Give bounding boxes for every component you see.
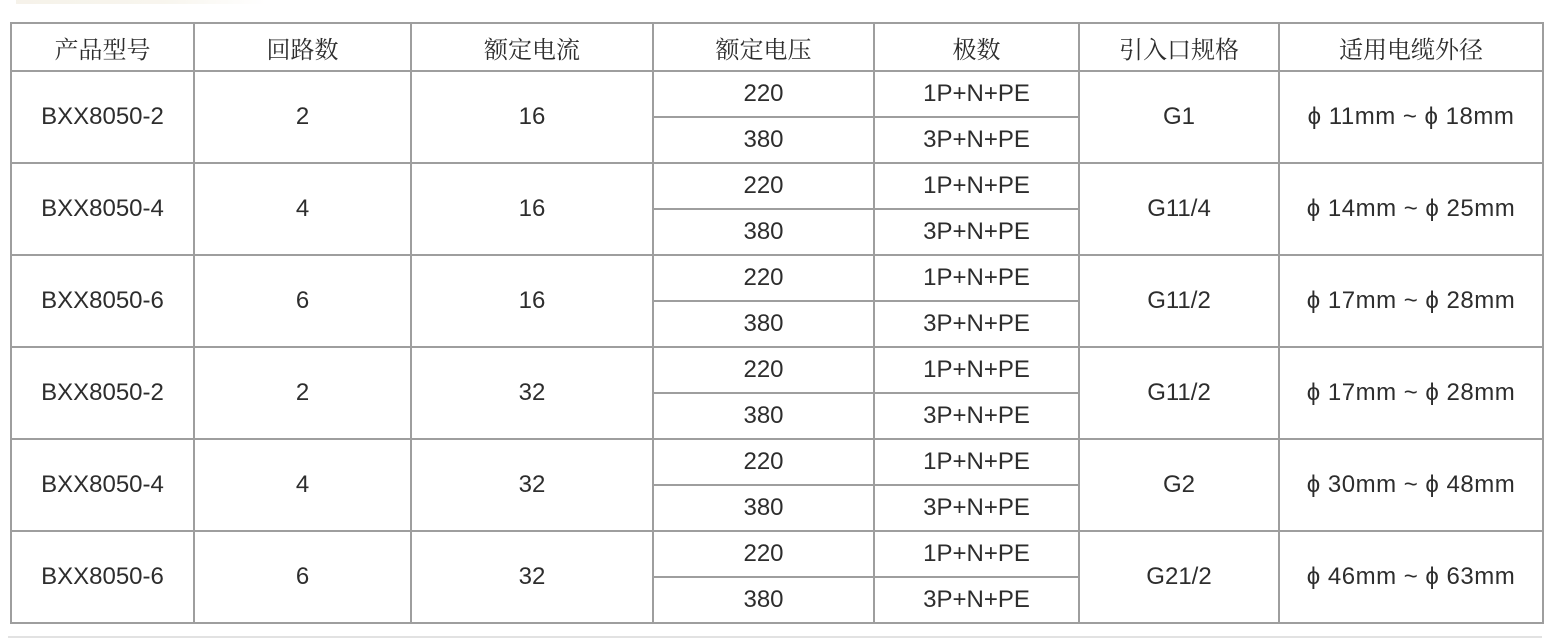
circuits-cell: 4 [194, 163, 411, 255]
poles-cell: 1P+N+PE [874, 255, 1079, 301]
inlet-cell: G11/4 [1079, 163, 1279, 255]
table-row [11, 531, 1543, 577]
cable-cell: ϕ 14mm ~ ϕ 25mm [1279, 163, 1543, 255]
voltage-cell: 220 [653, 71, 874, 117]
model-cell: BXX8050-6 [11, 255, 194, 347]
voltage-cell: 220 [653, 439, 874, 485]
current-cell: 16 [411, 163, 653, 255]
model-cell: BXX8050-2 [11, 347, 194, 439]
table-row [11, 439, 1543, 485]
inlet-cell: G21/2 [1079, 531, 1279, 623]
header-cable: 适用电缆外径 [1279, 23, 1543, 71]
voltage-cell: 220 [653, 255, 874, 301]
page-divider [8, 636, 1542, 638]
poles-cell: 3P+N+PE [874, 301, 1079, 347]
current-cell: 16 [411, 255, 653, 347]
current-cell: 32 [411, 439, 653, 531]
cable-cell: ϕ 46mm ~ ϕ 63mm [1279, 531, 1543, 623]
voltage-cell: 380 [653, 485, 874, 531]
voltage-cell: 380 [653, 577, 874, 623]
voltage-cell: 380 [653, 301, 874, 347]
header-row [11, 23, 1543, 71]
model-cell: BXX8050-2 [11, 71, 194, 163]
inlet-cell: G11/2 [1079, 347, 1279, 439]
voltage-cell: 380 [653, 209, 874, 255]
circuits-cell: 2 [194, 347, 411, 439]
header-circuits: 回路数 [194, 23, 411, 71]
poles-cell: 1P+N+PE [874, 71, 1079, 117]
inlet-cell: G1 [1079, 71, 1279, 163]
poles-cell: 1P+N+PE [874, 531, 1079, 577]
table-row [11, 347, 1543, 393]
poles-cell: 3P+N+PE [874, 393, 1079, 439]
circuits-cell: 4 [194, 439, 411, 531]
model-cell: BXX8050-4 [11, 439, 194, 531]
cable-cell: ϕ 17mm ~ ϕ 28mm [1279, 347, 1543, 439]
poles-cell: 1P+N+PE [874, 439, 1079, 485]
circuits-cell: 6 [194, 255, 411, 347]
cable-cell: ϕ 17mm ~ ϕ 28mm [1279, 255, 1543, 347]
poles-cell: 1P+N+PE [874, 347, 1079, 393]
model-cell: BXX8050-6 [11, 531, 194, 623]
current-cell: 16 [411, 71, 653, 163]
current-cell: 32 [411, 531, 653, 623]
header-voltage: 额定电压 [653, 23, 874, 71]
inlet-cell: G2 [1079, 439, 1279, 531]
voltage-cell: 220 [653, 163, 874, 209]
header-poles: 极数 [874, 23, 1079, 71]
poles-cell: 1P+N+PE [874, 163, 1079, 209]
current-cell: 32 [411, 347, 653, 439]
circuits-cell: 2 [194, 71, 411, 163]
voltage-cell: 380 [653, 117, 874, 163]
poles-cell: 3P+N+PE [874, 209, 1079, 255]
header-current: 额定电流 [411, 23, 653, 71]
cropped-text-remnant [16, 0, 266, 4]
inlet-cell: G11/2 [1079, 255, 1279, 347]
cable-cell: ϕ 30mm ~ ϕ 48mm [1279, 439, 1543, 531]
header-inlet: 引入口规格 [1079, 23, 1279, 71]
circuits-cell: 6 [194, 531, 411, 623]
voltage-cell: 220 [653, 531, 874, 577]
poles-cell: 3P+N+PE [874, 117, 1079, 163]
header-model: 产品型号 [11, 23, 194, 71]
poles-cell: 3P+N+PE [874, 577, 1079, 623]
table-row [11, 163, 1543, 209]
spec-table [10, 22, 1544, 624]
voltage-cell: 220 [653, 347, 874, 393]
poles-cell: 3P+N+PE [874, 485, 1079, 531]
model-cell: BXX8050-4 [11, 163, 194, 255]
voltage-cell: 380 [653, 393, 874, 439]
cable-cell: ϕ 11mm ~ ϕ 18mm [1279, 71, 1543, 163]
table-row [11, 71, 1543, 117]
table-row [11, 255, 1543, 301]
